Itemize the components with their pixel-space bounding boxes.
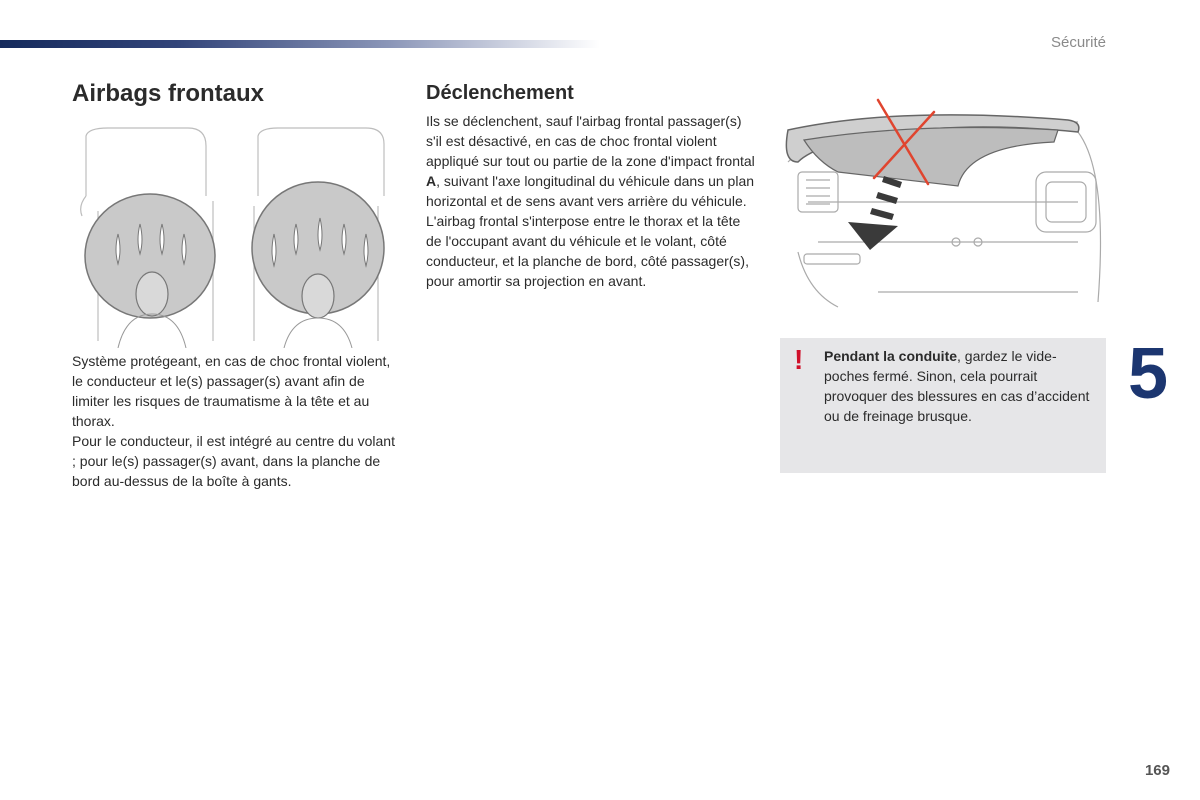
deployment-paragraph	[426, 111, 756, 211]
chapter-number: 5	[1128, 334, 1169, 414]
header-gradient-bar	[0, 40, 600, 48]
section-title-deployment: Déclenchement	[426, 82, 574, 104]
glovebox-illustration	[778, 92, 1108, 312]
location-paragraph: Pour le conducteur, il est intégré au centre du volant ; pour le(s) passager(s) avant, dans la planche de bord au-dessus de la boîte à gants.	[72, 433, 395, 489]
impact-zone-label: A	[426, 173, 437, 189]
page-title: Airbags frontaux	[72, 80, 265, 107]
airbag-occupants-illustration	[78, 126, 390, 348]
warning-body: , gardez le vide-poches fermé. Sinon, cela pourrait provoquer des blessures en cas d’accident ou de freinage brusque.	[824, 348, 1090, 424]
warning-bold-lead: Pendant la conduite	[824, 348, 958, 364]
deployment-text-start: Ils se déclenchent, sauf l'airbag frontal passager(s) s'il est désactivé, en cas de choc frontal violent appliqué sur tout ou partie de la zone d'impact frontal	[426, 113, 755, 169]
left-column	[72, 351, 402, 491]
intro-paragraph: Système protégeant, en cas de choc frontal violent, le conducteur et le(s) passager(s) avant afin de limiter les risques de traumatisme à la tête et au thorax.	[72, 353, 391, 429]
warning-text	[824, 346, 1092, 426]
protection-paragraph: L'airbag frontal s'interpose entre le thorax et la tête de l'occupant avant du véhicule et le volant, côté conducteur, et la planche de bord, côté passager(s), pour amortir sa projection en avant.	[426, 213, 749, 289]
warning-box	[780, 338, 1106, 473]
section-label: Sécurité	[1050, 34, 1106, 51]
exclamation-icon: !	[794, 344, 804, 375]
deployment-text-end: , suivant l'axe longitudinal du véhicule dans un plan horizontal et de sens avant vers arrière du véhicule.	[426, 173, 755, 209]
page-number: 169	[1144, 762, 1170, 779]
middle-column	[426, 111, 756, 291]
